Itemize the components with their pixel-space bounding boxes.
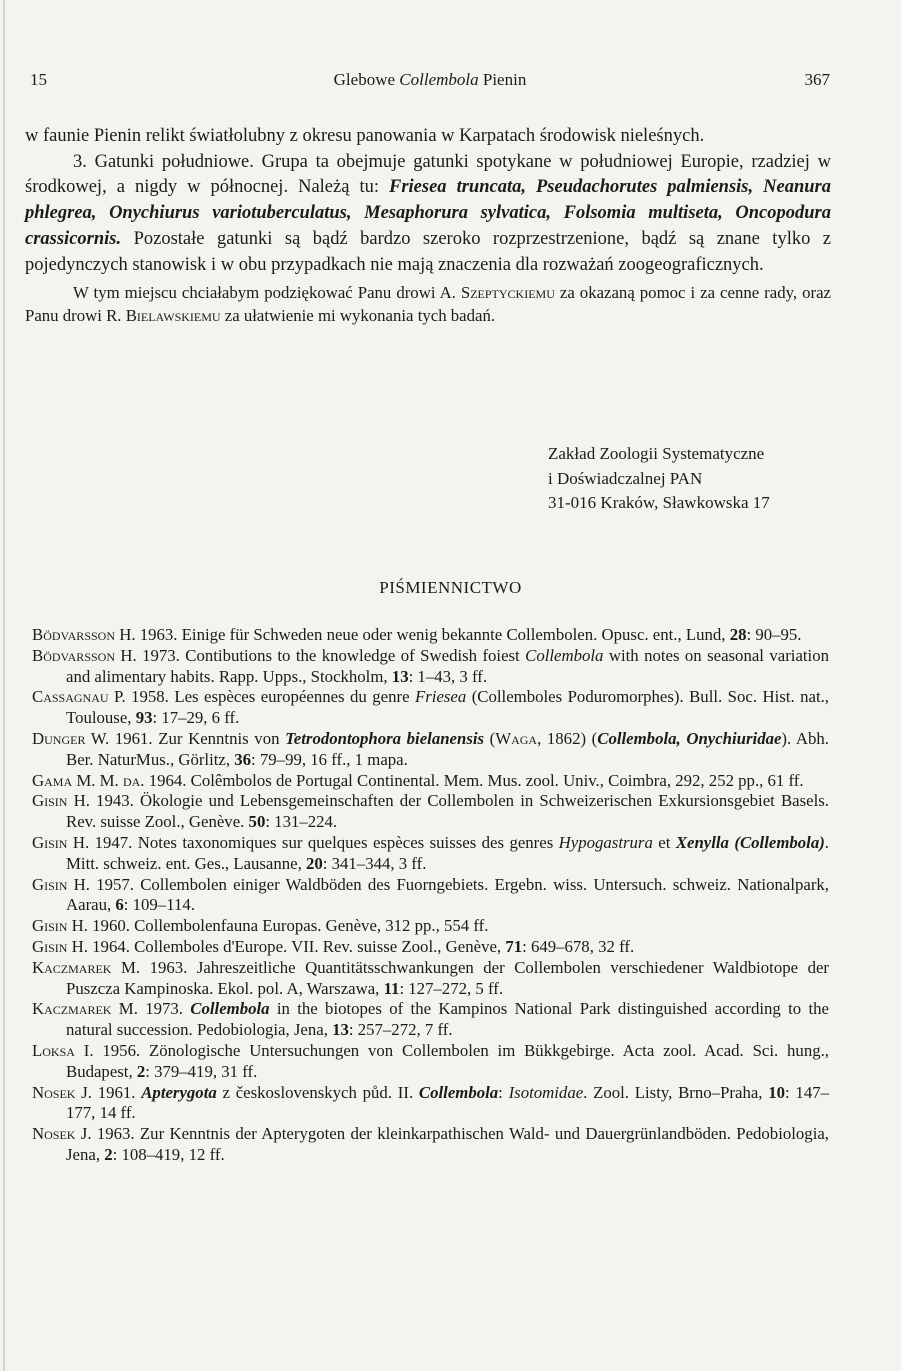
page-number-left: 15: [30, 70, 47, 89]
address-line: 31-016 Kraków, Sławkowska 17: [548, 493, 770, 512]
address-line: i Doświadczalnej PAN: [548, 468, 703, 488]
reference-entry: Kaczmarek M. 1963. Jahreszeitliche Quantitätsschwankungen der Collembolen verschiedener Waldbiotope der Puszcza Kampinoska. Ekol. pol. A, Warszawa, 11: 127–272, 5 ff.: [32, 957, 829, 998]
page-number-right: 367: [804, 70, 830, 89]
reference-entry: Loksa I. 1956. Zönologische Untersuchungen von Collembolen im Bükkgebirge. Acta zool. Acad. Sci. hung., Budapest, 2: 379–419, 31 ff.: [32, 1040, 829, 1081]
reference-entry: Nosek J. 1963. Zur Kenntnis der Apterygoten der kleinkarpathischen Wald- und Dauergrünlandböden. Pedobiologia, Jena, 2: 108–419, 12 ff.: [32, 1124, 829, 1164]
paragraph-southern-species: 3. Gatunki południowe. Grupa ta obejmuje gatunki spotykane w południowej Europie, rzadziej w środkowej, a nigdy w północnej. Należą tu: Friesea truncata, Pseudachorutes palmiensis, Neanura phlegrea, Onychiurus variotuberculatus, Mesaphorura sylvatica, Folsomia multiseta, Oncopodura crassicornis. Pozostałe gatunki są bądź bardzo szeroko rozprzestrzenione, bądź są znane tylko z pojedynczych stanowisk i w obu przypadkach nie mają znaczenia dla rozważań zoogeograficznych.: [25, 151, 831, 275]
section-title: PIŚMIENNICTWO: [379, 578, 522, 597]
reference-entry: Nosek J. 1961. Apterygota z československych půd. II. Collembola: Isotomidae. Zool. Listy, Brno–Praha, 10: 147–177, 14 ff.: [32, 1082, 829, 1123]
reference-entry: Dunger W. 1961. Zur Kenntnis von Tetrodontophora bielanensis (Waga, 1862) (Collembola, Onychiuridae). Abh. Ber. NaturMus., Görlitz, 36: 79–99, 16 ff., 1 mapa.: [32, 728, 829, 769]
reference-entry: Gama M. M. da. 1964. Colêmbolos de Portugal Continental. Mem. Mus. zool. Univ., Coimbra, 292, 252 pp., 61 ff.: [32, 770, 804, 790]
species-list: Friesea truncata, Pseudachorutes palmiensis, Neanura phlegrea, Onychiurus variotuberculatus, Mesaphorura sylvatica, Folsomia multiseta, Oncopodura crassicornis.: [25, 177, 831, 249]
reference-entry: Gisin H. 1964. Collemboles d'Europe. VII. Rev. suisse Zool., Genève, 71: 649–678, 32 ff.: [32, 936, 635, 956]
body-text: [25, 124, 831, 327]
reference-entry: Gisin H. 1960. Collembolenfauna Europas. Genève, 312 pp., 554 ff.: [32, 916, 489, 936]
reference-entry: Cassagnau P. 1958. Les espèces européennes du genre Friesea (Collemboles Poduromorphes). Bull. Soc. Hist. nat., Toulouse, 93: 17–29, 6 ff.: [32, 687, 830, 728]
scan-edge-line: [3, 0, 5, 1371]
reference-list: [32, 625, 829, 1166]
reference-entry: Bödvarsson H. 1973. Contibutions to the knowledge of Swedish foiest Collembola with notes on seasonal variation and alimentary habits. Rapp. Upps., Stockholm, 13: 1–43, 3 ff.: [32, 645, 829, 686]
paragraph-relict: w faunie Pienin relikt światłolubny z okresu panowania w Karpatach środowisk nieleśnych.: [25, 126, 705, 146]
address-line: Zakład Zoologii Systematyczne: [548, 444, 765, 463]
acknowledgements: W tym miejscu chciałabym podziękować Panu drowi A. Szeptyckiemu za okazaną pomoc i za cenne rady, oraz Panu drowi R. Bielawskiemu za ułatwienie mi wykonania tych badań.: [25, 283, 831, 325]
reference-entry: Gisin H. 1943. Ökologie und Lebensgemeinschaften der Collembolen in Schweizerischen Exkursionsgebiet Basels. Rev. suisse Zool., Genève. 50: 131–224.: [32, 791, 829, 832]
running-title: Glebowe Collembola Pienin: [333, 70, 527, 89]
reference-entry: Gisin H. 1947. Notes taxonomiques sur quelques espèces suisses des genres Hypogastrura et Xenylla (Collembola). Mitt. schweiz. ent. Ges., Lausanne, 20: 341–344, 3 ff.: [32, 832, 829, 873]
author-affiliation: [548, 442, 770, 516]
reference-entry: Bödvarsson H. 1963. Einige für Schweden neue oder wenig bekannte Collembolen. Opusc. ent., Lund, 28: 90–95.: [32, 625, 802, 644]
running-header: [30, 70, 830, 94]
reference-entry: Gisin H. 1957. Collembolen einiger Waldböden des Fuorngebiets. Ergebn. wiss. Untersuch. schweiz. Nationalpark, Aarau, 6: 109–114.: [32, 874, 829, 915]
reference-entry: Kaczmarek M. 1973. Collembola in the biotopes of the Kampinos National Park distinguished according to the natural succession. Pedobiologia, Jena, 13: 257–272, 7 ff.: [32, 999, 829, 1040]
